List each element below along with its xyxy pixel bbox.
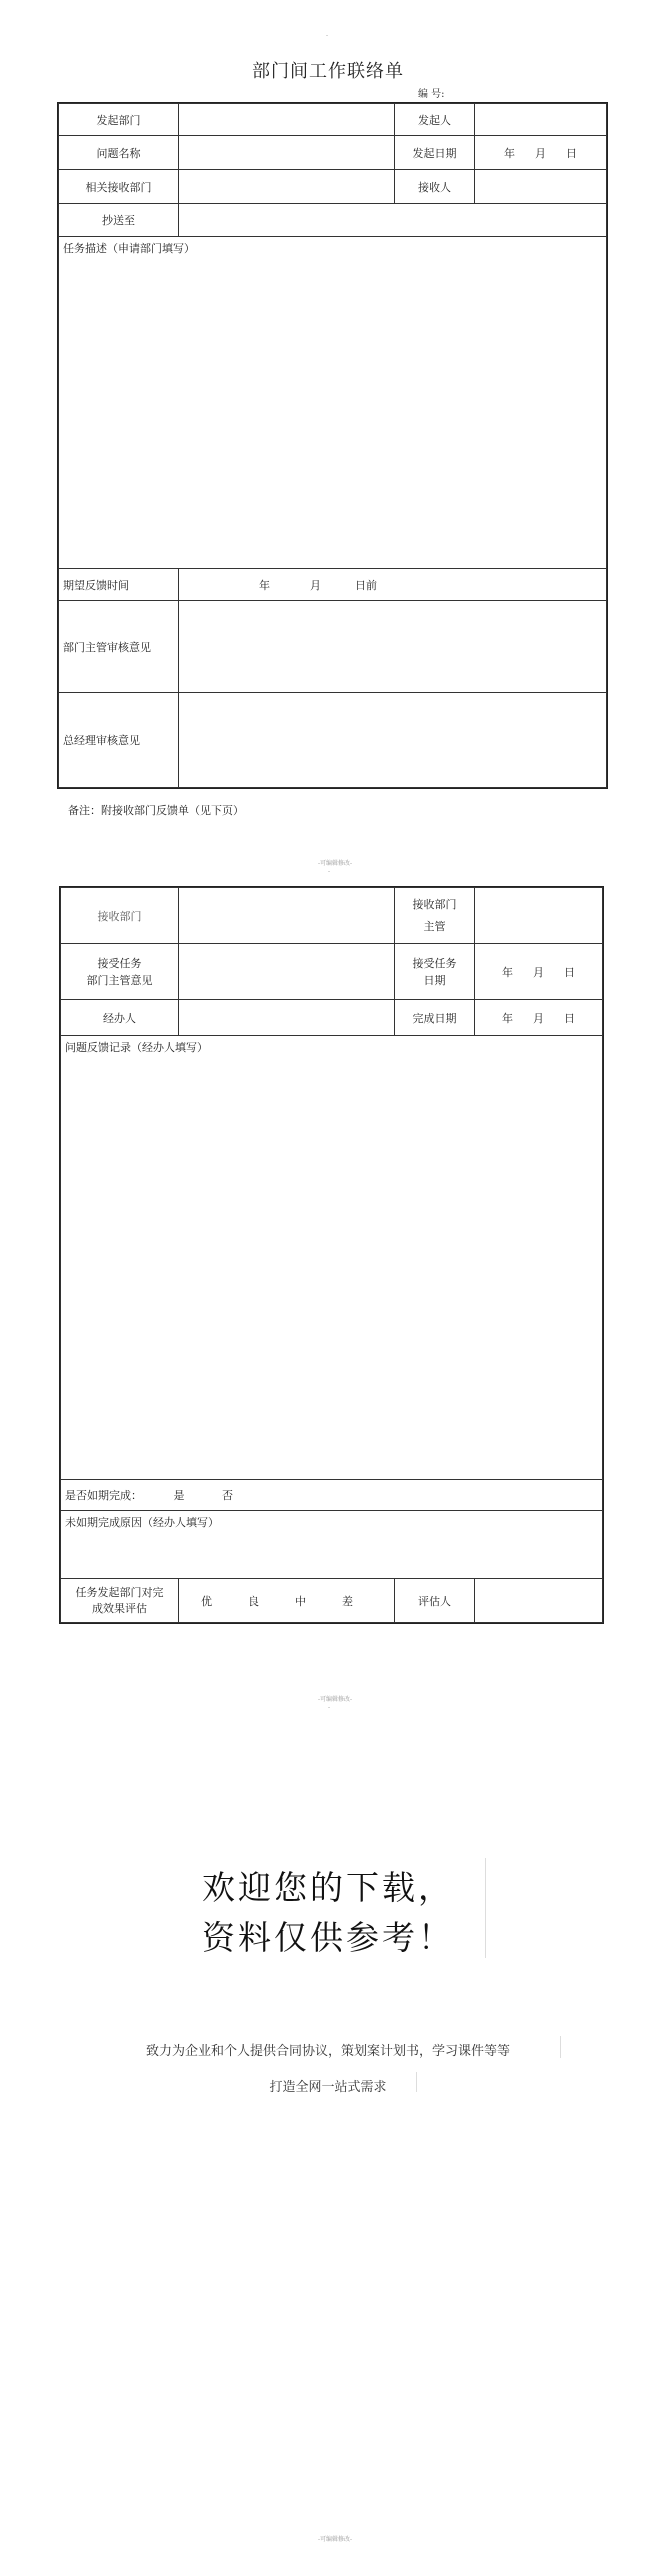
accept-year: 年	[502, 965, 513, 979]
accept-day: 日	[564, 965, 575, 979]
form-note: 备注：附接收部门反馈单（见下页）	[68, 804, 244, 817]
initiator-label: 发起人	[395, 104, 475, 136]
cc-label: 抄送至	[59, 204, 179, 237]
page1-footer-dash: -	[328, 868, 331, 875]
serial-number-label: 编 号:	[418, 89, 445, 100]
receiving-dept-field[interactable]	[179, 888, 395, 944]
feedback-time-label: 期望反馈时间	[59, 569, 179, 601]
accept-opinion-label	[61, 944, 179, 1000]
on-time-yes[interactable]: 是	[173, 1489, 185, 1502]
feedback-year: 年	[259, 578, 270, 592]
start-date-field[interactable]	[475, 136, 607, 170]
finish-date-field[interactable]	[475, 1000, 603, 1036]
finish-day: 日	[564, 1011, 575, 1025]
delay-reason-area[interactable]	[61, 1511, 603, 1579]
handler-field[interactable]	[179, 1000, 395, 1036]
download-thanks-line: 欢迎您的下载，	[202, 1868, 454, 1907]
start-date-label: 发起日期	[395, 136, 475, 170]
evaluation-label-line2: 成效果评估	[92, 1601, 147, 1615]
handler-label: 经办人	[61, 1000, 179, 1036]
accept-date-label-line2: 日期	[423, 973, 446, 987]
date-month: 月	[535, 146, 546, 160]
date-year: 年	[504, 146, 515, 160]
receiving-dept-label: 相关接收部门	[59, 170, 179, 204]
page1-footer: -可编辑修改-	[318, 860, 353, 867]
accept-opinion-label-line1: 接受任务	[97, 956, 142, 970]
decorative-divider	[485, 1858, 486, 1958]
on-time-label: 是否如期完成：	[65, 1489, 142, 1502]
decorative-divider-3	[416, 2072, 417, 2092]
grade-good[interactable]: 良	[248, 1594, 259, 1608]
page2-footer-dash: -	[328, 1704, 331, 1711]
date-day: 日	[566, 146, 577, 160]
feedback-month: 月	[310, 578, 321, 592]
accept-date-label-line1: 接受任务	[412, 956, 457, 970]
accept-month: 月	[533, 965, 544, 979]
page2-footer: -可编辑修改-	[318, 1696, 353, 1703]
evaluation-label	[61, 1579, 179, 1623]
decorative-divider-2	[560, 2036, 561, 2058]
evaluation-grades	[179, 1579, 395, 1623]
receiving-manager-label-line2: 主管	[423, 919, 446, 933]
service-description-line: 致力为企业和个人提供合同协议，策划案计划书，学习课件等等	[145, 2044, 510, 2059]
issue-label: 问题名称	[59, 136, 179, 170]
initiator-field[interactable]	[475, 104, 607, 136]
manager-opinion-label: 部门主管审核意见	[59, 601, 179, 693]
receiving-manager-label	[395, 888, 475, 944]
dept-field[interactable]	[179, 104, 395, 136]
contact-form-table	[58, 103, 607, 788]
feedback-record-label: 问题反馈记录（经办人填写）	[65, 1041, 208, 1054]
dept-label: 发起部门	[59, 104, 179, 136]
feedback-form-table	[60, 887, 603, 1623]
manager-opinion-field[interactable]	[179, 601, 607, 693]
receiving-dept-field[interactable]	[179, 170, 395, 204]
receiver-field[interactable]	[475, 170, 607, 204]
grade-medium[interactable]: 中	[295, 1594, 306, 1608]
one-stop-line: 打造全网一站式需求	[269, 2080, 387, 2095]
page-top-dot: -	[326, 32, 329, 39]
task-description-label: 任务描述（申请部门填写）	[63, 242, 195, 255]
cc-field[interactable]	[179, 204, 607, 237]
gm-opinion-label: 总经理审核意见	[59, 693, 179, 788]
receiving-manager-label-line1: 接收部门	[412, 897, 457, 911]
page3-footer: -可编辑修改-	[318, 2536, 353, 2543]
finish-date-label: 完成日期	[395, 1000, 475, 1036]
accept-date-label	[395, 944, 475, 1000]
accept-date-field[interactable]	[475, 944, 603, 1000]
finish-year: 年	[502, 1011, 513, 1025]
receiving-manager-field[interactable]	[475, 888, 603, 944]
task-description-area[interactable]	[59, 237, 607, 569]
on-time-no[interactable]: 否	[222, 1489, 233, 1502]
reference-only-line: 资料仅供参考！	[202, 1918, 454, 1957]
accept-opinion-label-line2: 部门主管意见	[86, 973, 153, 987]
feedback-time-field[interactable]	[179, 569, 607, 601]
grade-excellent[interactable]: 优	[201, 1594, 212, 1608]
evaluator-field[interactable]	[475, 1579, 603, 1623]
finish-month: 月	[533, 1011, 544, 1025]
accept-opinion-field[interactable]	[179, 944, 395, 1000]
feedback-record-area[interactable]	[61, 1036, 603, 1480]
gm-opinion-field[interactable]	[179, 693, 607, 788]
evaluator-label: 评估人	[395, 1579, 475, 1623]
receiving-dept-label: 接收部门	[61, 888, 179, 944]
delay-reason-label: 未如期完成原因（经办人填写）	[65, 1516, 219, 1529]
receiver-label: 接收人	[395, 170, 475, 204]
issue-field[interactable]	[179, 136, 395, 170]
evaluation-label-line1: 任务发起部门对完	[75, 1585, 164, 1599]
form-title: 部门间工作联络单	[252, 61, 404, 82]
grade-poor[interactable]: 差	[342, 1594, 353, 1608]
on-time-row	[61, 1480, 603, 1511]
feedback-day: 日前	[355, 578, 377, 592]
